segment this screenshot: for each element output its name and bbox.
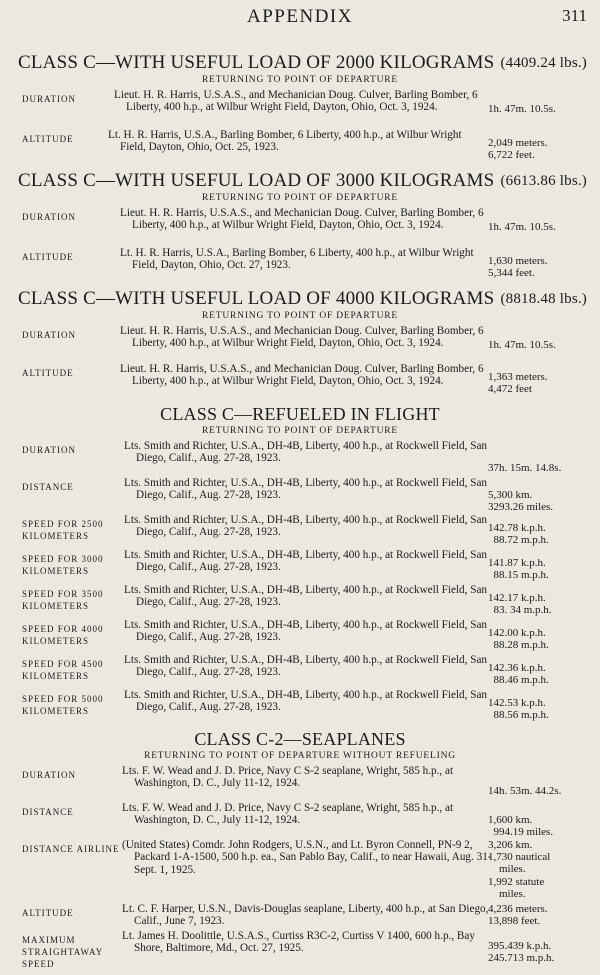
record-altitude (0, 363, 600, 403)
record-result: 142.78 k.p.h. 88.72 m.p.h. (488, 522, 549, 547)
section-3000kg (0, 170, 600, 287)
record-description: Lt. James H. Doolittle, U.S.A.S., Curtiss R3C-2, Curtiss V 1400, 600 h.p., Bay Shore, Baltimore, Md., Oct. 27, 1925. (122, 930, 475, 955)
record-distance (0, 477, 600, 514)
record-label: DURATION (22, 330, 76, 340)
record-label: SPEED FOR 3500 KILOMETERS (22, 589, 104, 611)
record-description: Lt. H. R. Harris, U.S.A., Barling Bomber, 6 Liberty, 400 h.p., at Wilbur Wright Field, Dayton, Ohio, Oct. 27, 1923. (120, 247, 474, 272)
section-subtitle: RETURNING TO POINT OF DEPARTURE (202, 311, 398, 321)
record-description: Lts. Smith and Richter, U.S.A., DH-4B, Liberty, 400 h.p., at Rockwell Field, San Diego, Calif., Aug. 27-28, 1923. (124, 440, 488, 465)
section-weight: (4409.24 lbs.) (500, 55, 587, 71)
record-result: 1,630 meters. 5,344 feet. (488, 255, 548, 280)
record-description: Lts. Smith and Richter, U.S.A., DH-4B, Liberty, 400 h.p., at Rockwell Field, San Diego, Calif., Aug. 27-28, 1923. (124, 689, 488, 714)
record-duration (0, 207, 600, 247)
record-result: 1h. 47m. 10.5s. (488, 103, 556, 115)
record-label: SPEED FOR 4500 KILOMETERS (22, 659, 104, 681)
section-weight: (6613.86 lbs.) (500, 173, 587, 189)
section-weight: (8818.48 lbs.) (500, 291, 587, 307)
record-speed-3000 (0, 549, 600, 584)
record-result: 142.00 k.p.h. 88.28 m.p.h. (488, 627, 549, 652)
section-2000kg (0, 52, 600, 169)
record-result: 4,236 meters. 13,898 feet. (488, 903, 548, 928)
section-subtitle: RETURNING TO POINT OF DEPARTURE WITHOUT REFUELING (144, 751, 456, 761)
record-description: Lt. H. R. Harris, U.S.A., Barling Bomber, 6 Liberty, 400 h.p., at Wilbur Wright Field, Dayton, Ohio, Oct. 25, 1923. (108, 129, 462, 154)
record-label: ALTITUDE (22, 368, 74, 378)
record-label: DISTANCE (22, 807, 74, 817)
record-description: Lieut. H. R. Harris, U.S.A.S., and Mechanician Doug. Culver, Barling Bomber, 6 Liberty, 400 h.p., at Wilbur Wright Field, Dayton, Ohio, Oct. 3, 1924. (114, 89, 478, 114)
record-distance (0, 802, 600, 839)
record-description: Lts. Smith and Richter, U.S.A., DH-4B, Liberty, 400 h.p., at Rockwell Field, San Diego, Calif., Aug. 27-28, 1923. (124, 654, 488, 679)
record-result: 141.87 k.p.h. 88.15 m.p.h. (488, 557, 549, 582)
record-result: 3,206 km. 1,730 nautical miles. 1,992 statute miles. (488, 839, 551, 900)
record-result: 1,600 km. 994.19 miles. (488, 814, 554, 839)
record-label: ALTITUDE (22, 252, 74, 262)
record-description: Lts. Smith and Richter, U.S.A., DH-4B, Liberty, 400 h.p., at Rockwell Field, San Diego, Calif., Aug. 27-28, 1923. (124, 477, 488, 502)
record-max-speed (0, 930, 600, 970)
record-altitude (0, 247, 600, 287)
record-speed-2500 (0, 514, 600, 549)
record-description: Lts. Smith and Richter, U.S.A., DH-4B, Liberty, 400 h.p., at Rockwell Field, San Diego, Calif., Aug. 27-28, 1923. (124, 619, 488, 644)
section-refueled (0, 403, 600, 724)
record-result: 2,049 meters. 6,722 feet. (488, 137, 548, 162)
record-altitude (0, 903, 600, 930)
record-result: 37h. 15m. 14.8s. (488, 462, 562, 474)
record-duration (0, 765, 600, 802)
section-subtitle: RETURNING TO POINT OF DEPARTURE (202, 193, 398, 203)
section-title: CLASS C—REFUELED IN FLIGHT (160, 404, 440, 424)
section-seaplanes (0, 728, 600, 970)
record-result: 5,300 km. 3293.26 miles. (488, 489, 554, 514)
record-description: Lts. Smith and Richter, U.S.A., DH-4B, Liberty, 400 h.p., at Rockwell Field, San Diego, Calif., Aug. 27-28, 1923. (124, 514, 488, 539)
record-label: DISTANCE AIRLINE (22, 844, 120, 854)
record-result: 1,363 meters. 4,472 feet (488, 371, 548, 396)
record-result: 142.17 k.p.h. 83. 34 m.p.h. (488, 592, 552, 617)
section-subtitle: RETURNING TO POINT OF DEPARTURE (202, 426, 398, 436)
record-speed-4000 (0, 619, 600, 654)
record-description: Lieut. H. R. Harris, U.S.A.S., and Mechanician Doug. Culver, Barling Bomber, 6 Liberty, 400 h.p., at Wilbur Wright Field, Dayton, Ohio, Oct. 3, 1924. (120, 363, 484, 388)
record-speed-5000 (0, 689, 600, 724)
section-title: CLASS C—WITH USEFUL LOAD OF 4000 KILOGRAMS (8818.48 lbs.) (18, 288, 587, 309)
record-label: DURATION (22, 94, 76, 104)
record-result: 395.439 k.p.h. 245.713 m.p.h. (488, 940, 555, 965)
record-label: SPEED FOR 4000 KILOMETERS (22, 624, 104, 646)
record-duration (0, 325, 600, 363)
record-label: DURATION (22, 212, 76, 222)
record-description: Lts. F. W. Wead and J. D. Price, Navy C S-2 seaplane, Wright, 585 h.p., at Washington, D. C., July 11-12, 1924. (122, 765, 454, 790)
section-title: CLASS C—WITH USEFUL LOAD OF 3000 KILOGRAMS (6613.86 lbs.) (18, 170, 587, 191)
record-result: 142.36 k.p.h. 88.46 m.p.h. (488, 662, 549, 687)
record-description: Lieut. H. R. Harris, U.S.A.S., and Mechanician Doug. Culver, Barling Bomber, 6 Liberty, 400 h.p., at Wilbur Wright Field, Dayton, Ohio, Oct. 3, 1924. (120, 325, 484, 350)
record-result: 1h. 47m. 10.5s. (488, 221, 556, 233)
record-result: 14h. 53m. 44.2s. (488, 785, 562, 797)
record-label: SPEED FOR 2500 KILOMETERS (22, 519, 104, 541)
record-label: DISTANCE (22, 482, 74, 492)
record-speed-4500 (0, 654, 600, 689)
record-label: SPEED FOR 3000 KILOMETERS (22, 554, 104, 576)
record-description: Lts. Smith and Richter, U.S.A., DH-4B, Liberty, 400 h.p., at Rockwell Field, San Diego, Calif., Aug. 27-28, 1923. (124, 549, 488, 574)
record-label: ALTITUDE (22, 908, 74, 918)
record-label: MAXIMUM STRAIGHTAWAY SPEED (22, 935, 103, 969)
record-description: Lts. F. W. Wead and J. D. Price, Navy C S-2 seaplane, Wright, 585 h.p., at Washington, D. C., July 11-12, 1924. (122, 802, 454, 827)
record-duration (0, 440, 600, 477)
record-result: 1h. 47m. 10.5s. (488, 339, 556, 351)
record-label: DURATION (22, 770, 76, 780)
record-label: DURATION (22, 445, 76, 455)
section-title: CLASS C—WITH USEFUL LOAD OF 2000 KILOGRAMS (4409.24 lbs.) (18, 52, 587, 73)
section-title: CLASS C-2—SEAPLANES (194, 729, 406, 749)
record-duration (0, 89, 600, 129)
page-header-title: APPENDIX (247, 6, 353, 27)
record-description: Lts. Smith and Richter, U.S.A., DH-4B, Liberty, 400 h.p., at Rockwell Field, San Diego, Calif., Aug. 27-28, 1923. (124, 584, 488, 609)
record-description: Lt. C. F. Harper, U.S.N., Davis-Douglas seaplane, Liberty, 400 h.p., at San Diego, Calif., June 7, 1923. (122, 903, 489, 928)
record-description: Lieut. H. R. Harris, U.S.A.S., and Mechanician Doug. Culver, Barling Bomber, 6 Liberty, 400 h.p., at Wilbur Wright Field, Dayton, Ohio, Oct. 3, 1924. (120, 207, 484, 232)
page-number: 311 (562, 6, 587, 25)
record-label: SPEED FOR 5000 KILOMETERS (22, 694, 104, 716)
record-altitude (0, 129, 600, 169)
record-speed-3500 (0, 584, 600, 619)
record-result: 142.53 k.p.h. 88.56 m.p.h. (488, 697, 549, 722)
section-4000kg (0, 288, 600, 403)
section-subtitle: RETURNING TO POINT OF DEPARTURE (202, 75, 398, 85)
record-distance-airline (0, 839, 600, 903)
record-description: (United States) Comdr. John Rodgers, U.S.N., and Lt. Byron Connell, PN-9 2, Packard 1-A-1500, 500 h.p. ea., San Pablo Bay, Calif., to near Hawaii, Aug. 31-Sept. 1, 1925. (122, 839, 492, 876)
record-label: ALTITUDE (22, 134, 74, 144)
